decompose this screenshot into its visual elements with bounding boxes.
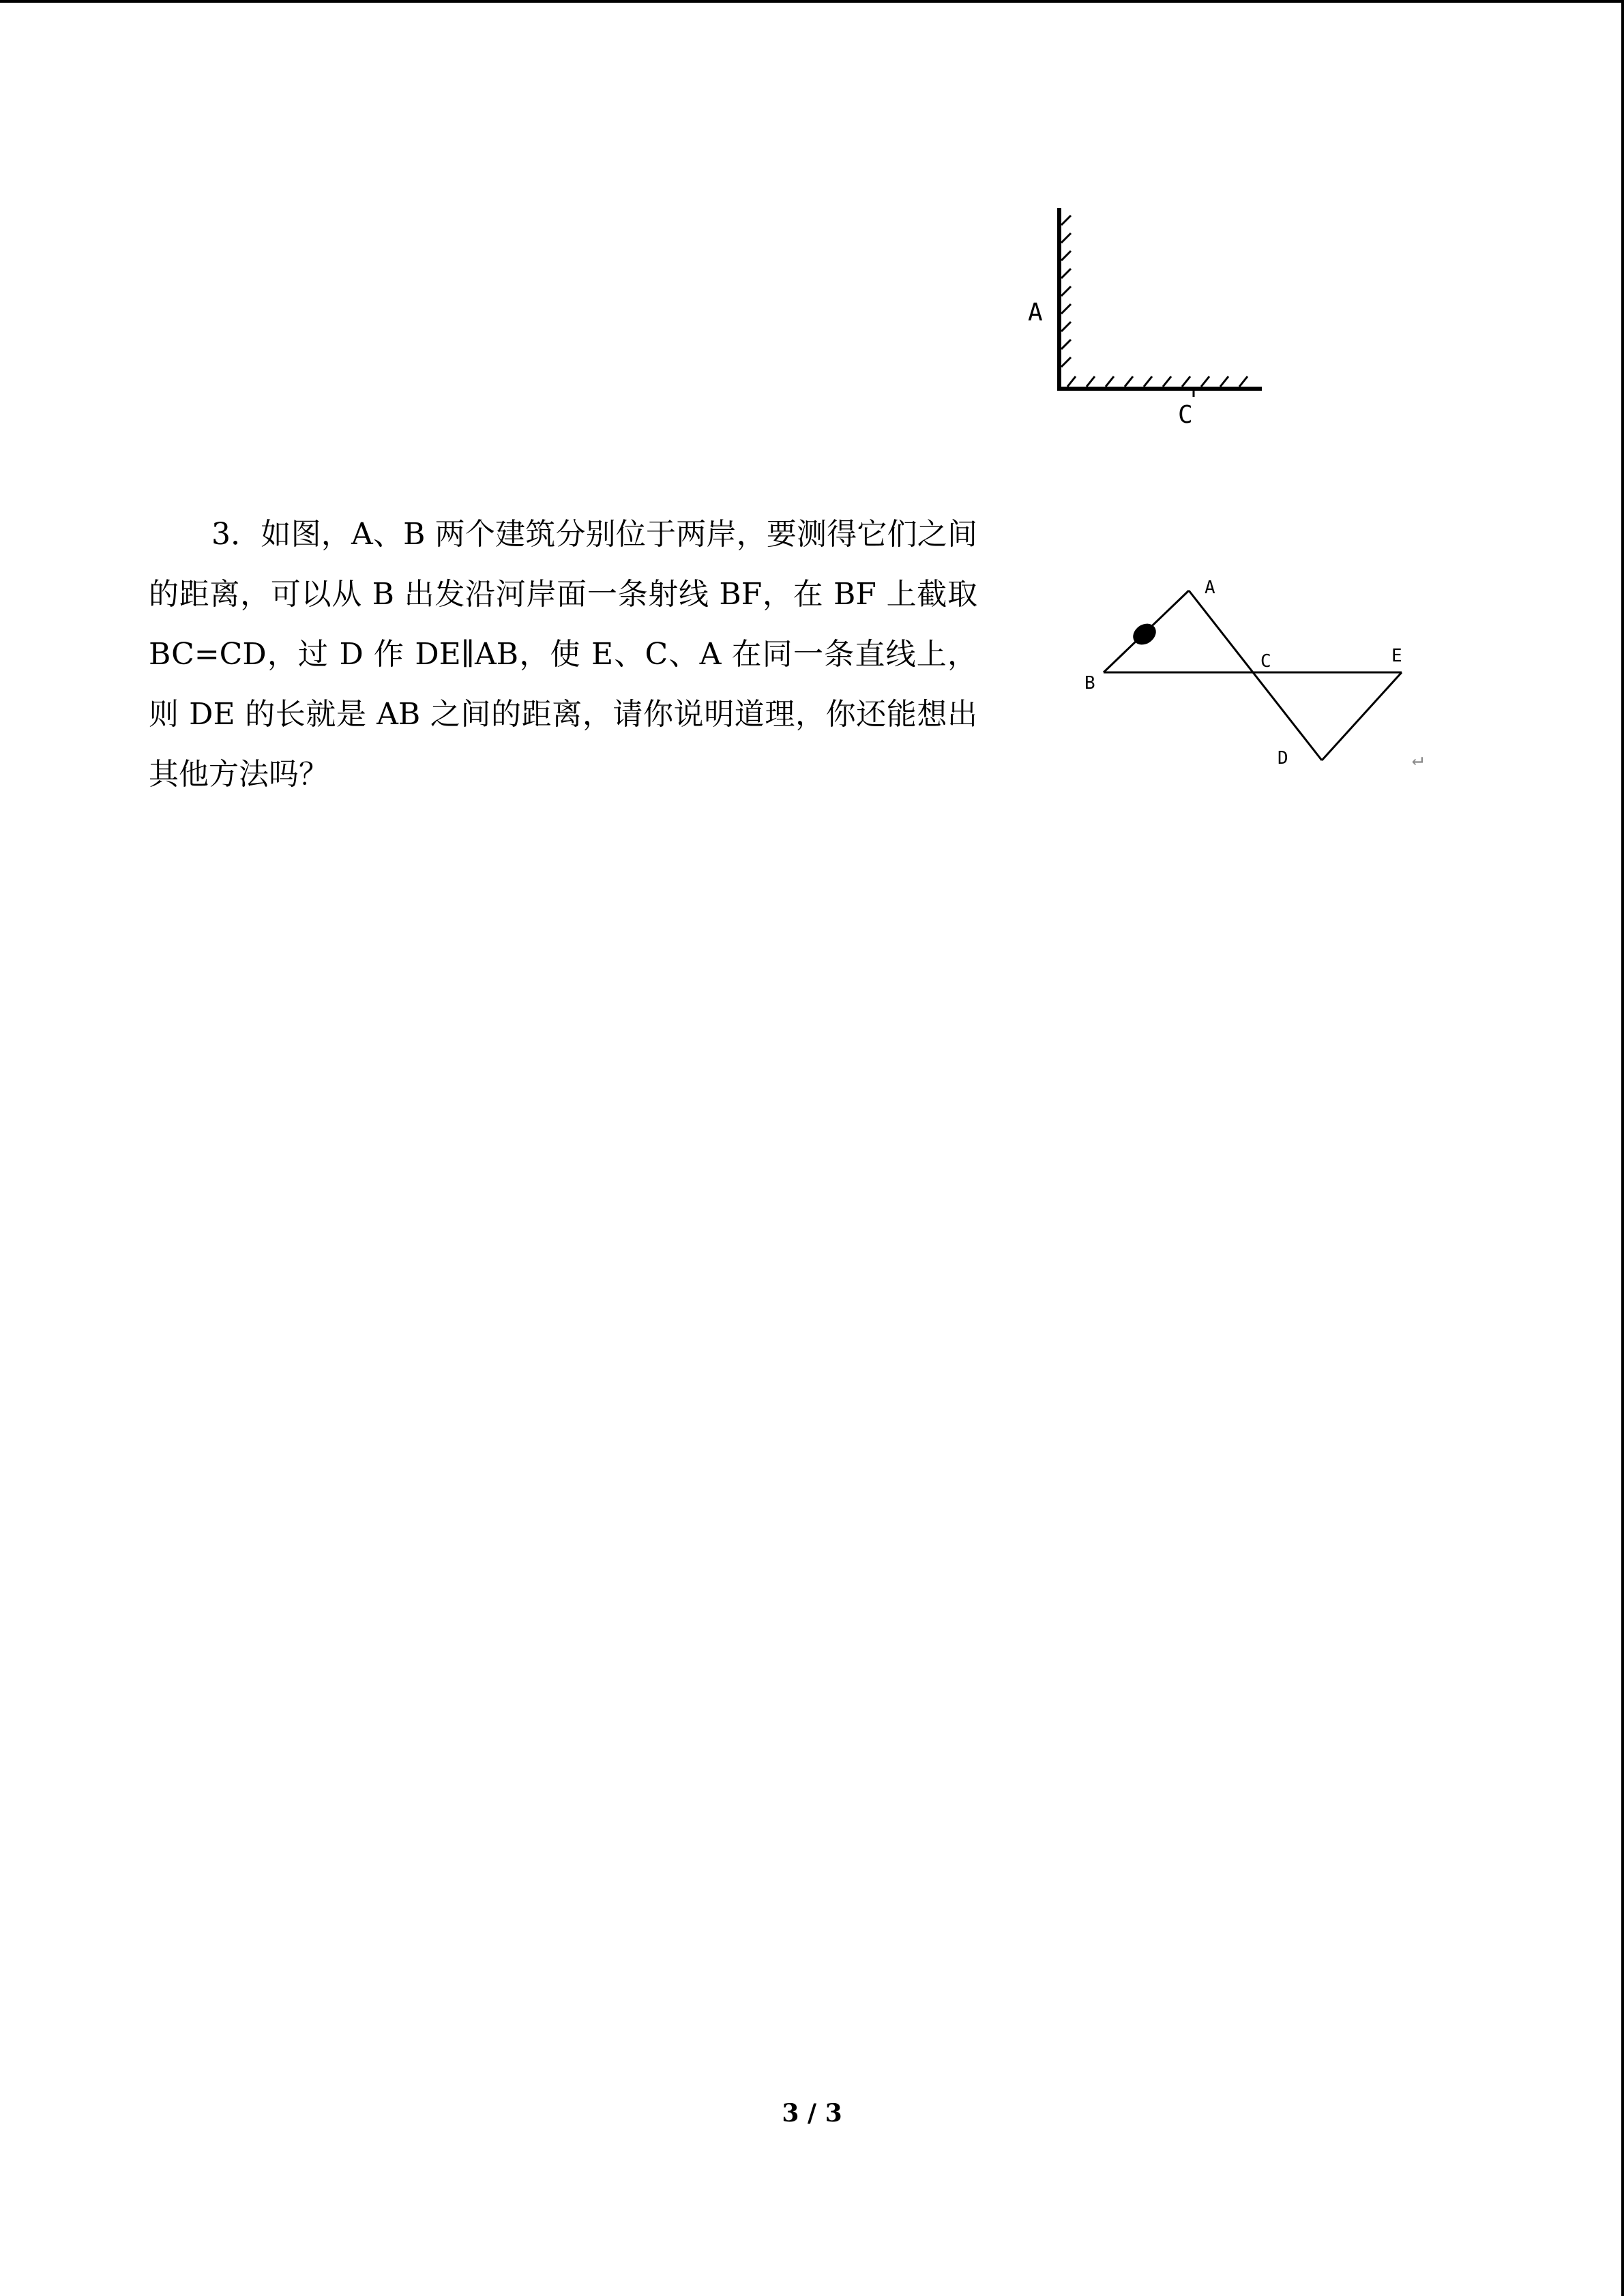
point-a-label: A bbox=[1028, 299, 1043, 327]
horizontal-wall-hatching bbox=[1067, 376, 1247, 387]
problem-3-text: 3．如图，A、B 两个建筑分别位于两岸，要测得它们之间的距离，可以从 B 出发沿河岸面一条射线 BF，在 BF 上截取 BC=CD，过 D 作 DE∥AB，使 E、C、A 在同一条直线上，则 DE 的长就是 AB 之间的距离，请你说明道理，你还能想出其他方法吗？ bbox=[149, 517, 977, 792]
point-d-label: D bbox=[1278, 748, 1288, 769]
paragraph-mark: ↵ bbox=[1412, 747, 1423, 770]
page-number: 3 / 3 bbox=[782, 2099, 842, 2128]
point-b-label: B bbox=[1084, 673, 1095, 694]
point-a-label: A bbox=[1205, 578, 1215, 598]
point-e-label: E bbox=[1391, 646, 1402, 666]
line-ad bbox=[1189, 591, 1322, 760]
line-de bbox=[1322, 672, 1402, 760]
point-c-label: C bbox=[1260, 651, 1271, 672]
river-triangle-figure bbox=[1071, 566, 1453, 777]
vertical-wall-hatching bbox=[1061, 215, 1071, 367]
wall-corner-figure bbox=[1020, 198, 1279, 443]
point-c-label: C bbox=[1178, 401, 1193, 429]
